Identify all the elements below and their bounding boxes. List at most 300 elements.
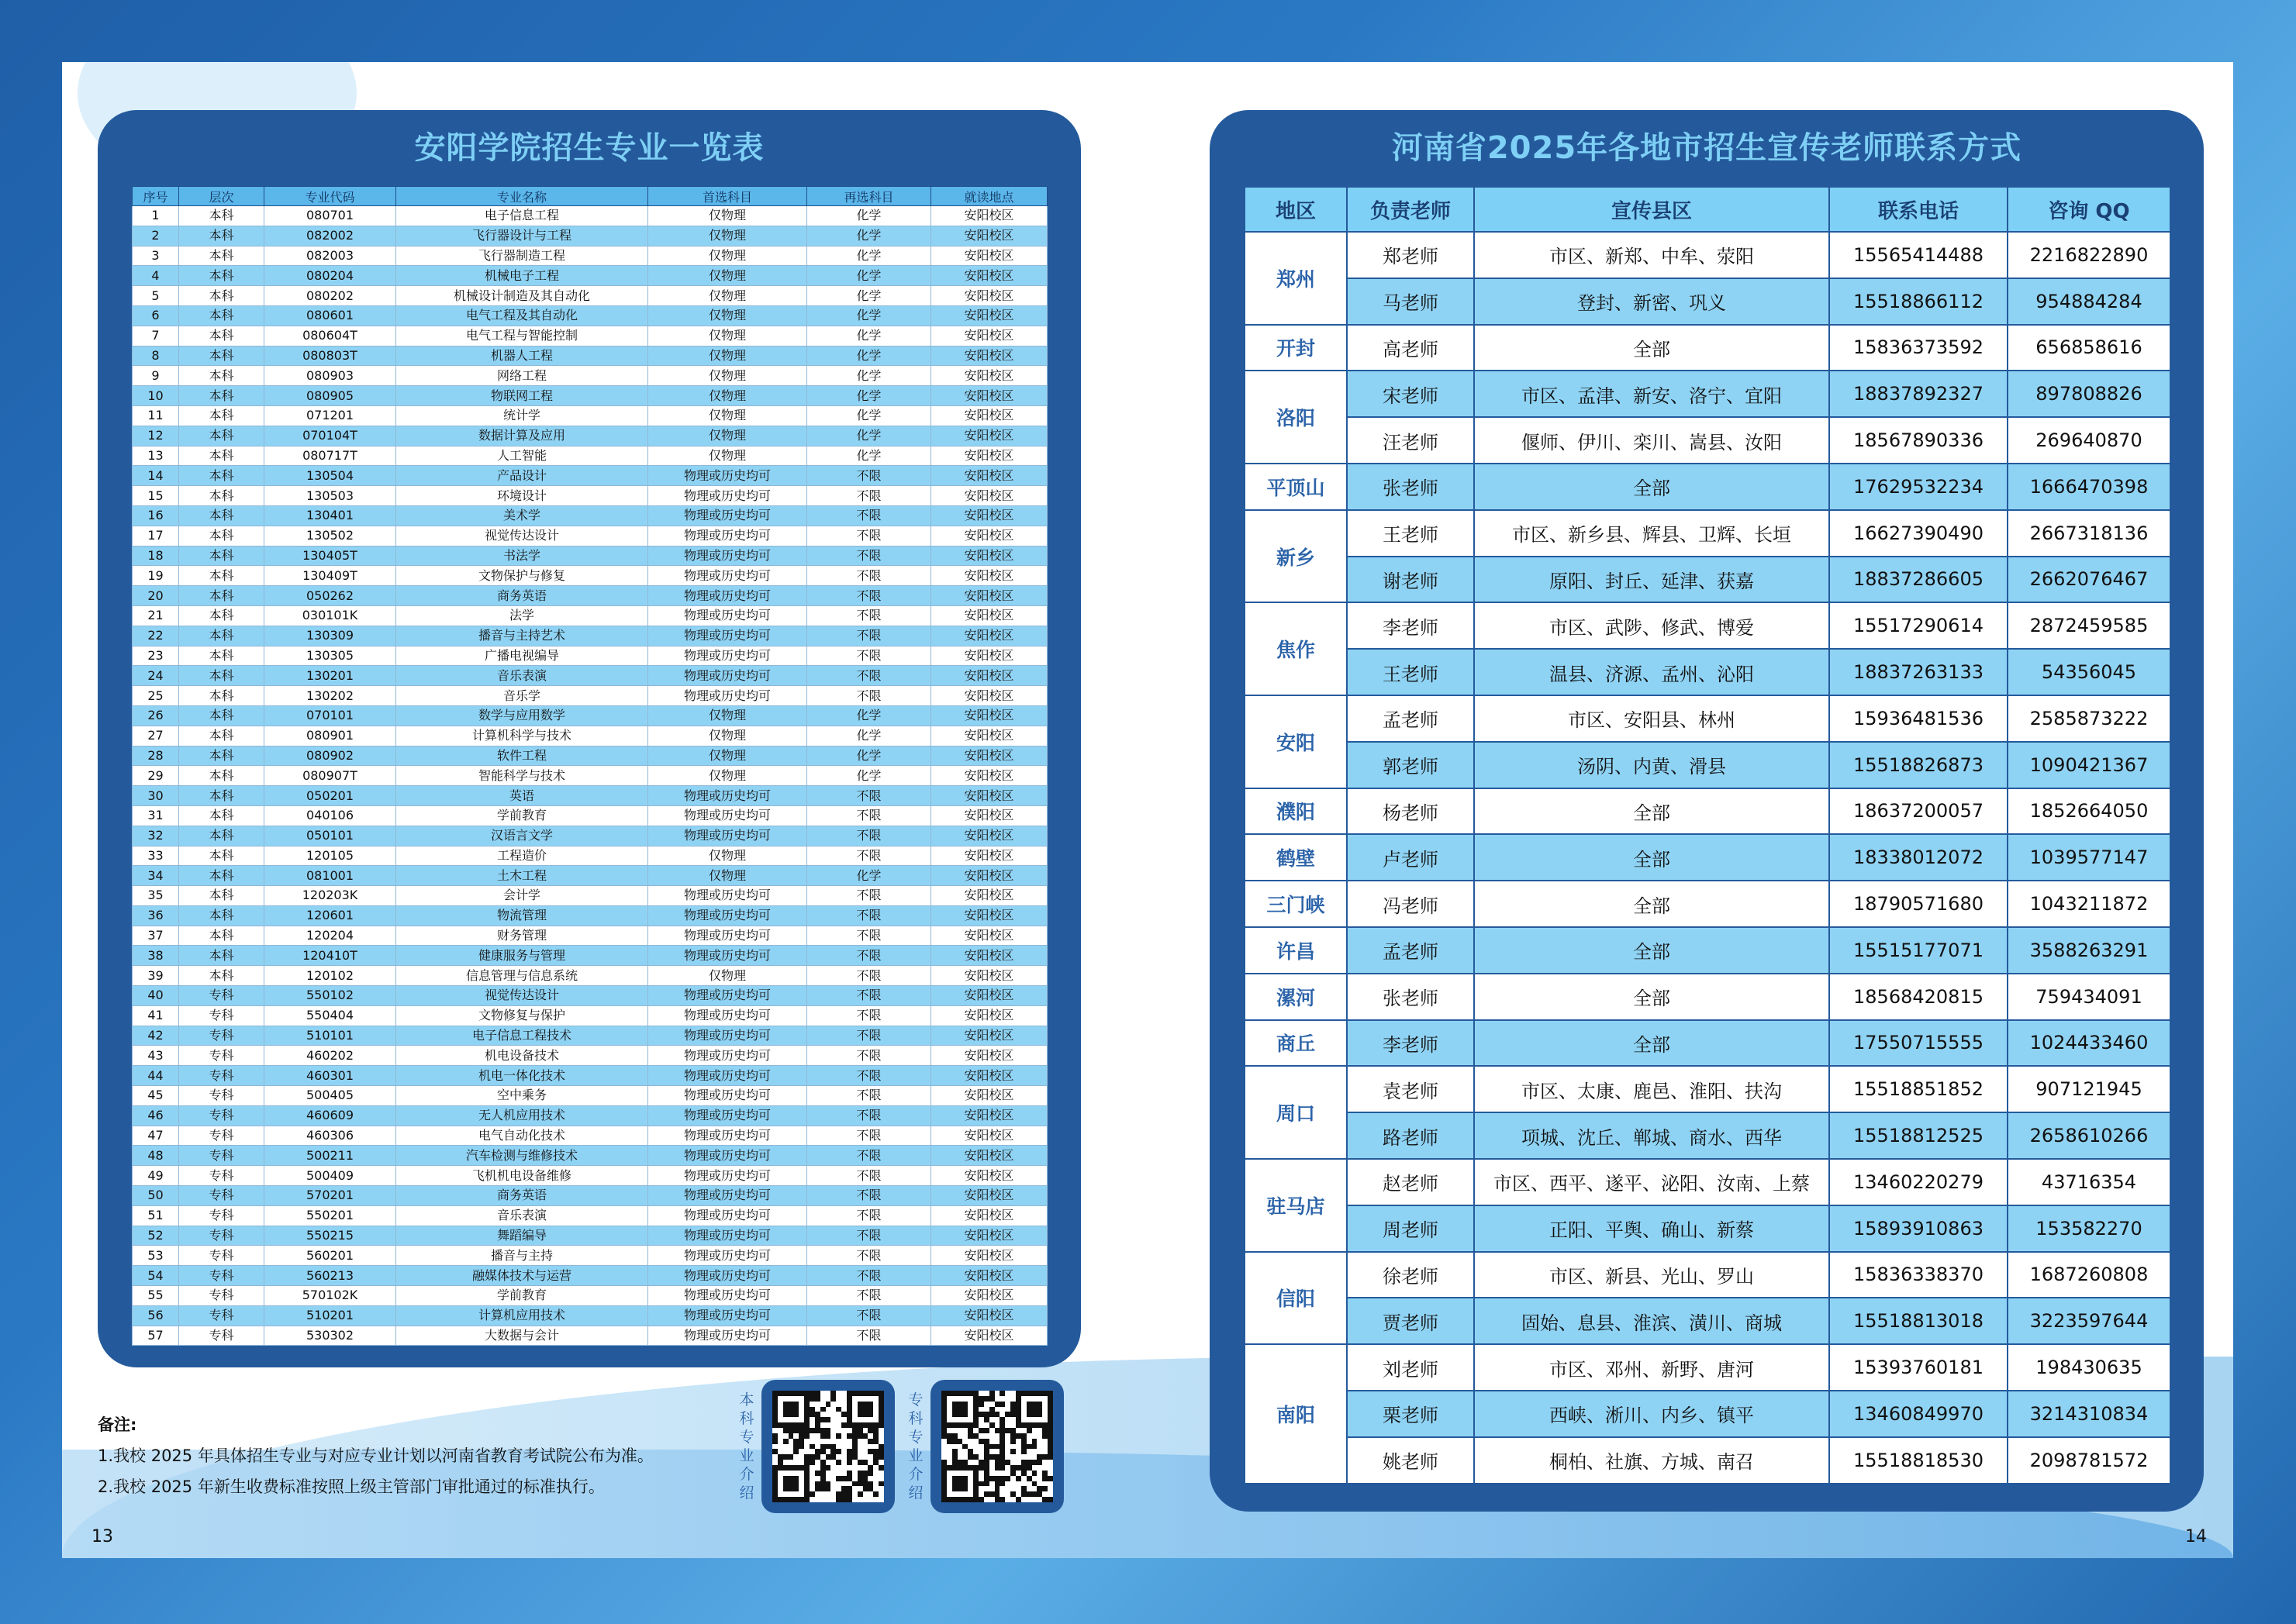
table-row	[133, 586, 1048, 606]
table-cell: 物理或历史均可	[648, 926, 807, 946]
table-cell: 37	[133, 926, 179, 946]
majors-header-cell: 再选科目	[807, 187, 931, 206]
table-row	[133, 1105, 1048, 1126]
qr-undergrad-label: 本科专业介绍	[739, 1391, 754, 1502]
table-cell: 文物保护与修复	[396, 566, 648, 586]
phone-cell: 15936481536	[1829, 695, 2008, 742]
table-cell: 27	[133, 726, 179, 746]
qq-cell: 3214310834	[2008, 1391, 2170, 1437]
qq-cell: 153582270	[2008, 1205, 2170, 1252]
table-cell: 不限	[807, 586, 931, 606]
contacts-table	[1244, 186, 2171, 1484]
phone-cell: 15518866112	[1829, 278, 2008, 325]
table-cell: 040106	[264, 805, 396, 826]
table-cell: 36	[133, 905, 179, 926]
table-cell: 570201	[264, 1186, 396, 1206]
table-cell: 工程造价	[396, 846, 648, 866]
table-cell: 高老师	[1347, 325, 1474, 371]
table-cell: 082003	[264, 246, 396, 266]
table-cell: 47	[133, 1126, 179, 1146]
table-row	[133, 305, 1048, 326]
table-cell: 安阳校区	[931, 1105, 1048, 1126]
table-cell: 化学	[807, 766, 931, 786]
table-cell: 安阳校区	[931, 246, 1048, 266]
table-cell: 化学	[807, 305, 931, 326]
table-row	[1245, 695, 2170, 742]
table-cell: 不限	[807, 946, 931, 966]
table-cell: 软件工程	[396, 746, 648, 766]
table-cell: 本科	[179, 966, 264, 986]
majors-body	[133, 206, 1048, 1346]
table-cell: 仅物理	[648, 766, 807, 786]
table-row	[133, 505, 1048, 526]
table-cell: 53	[133, 1246, 179, 1266]
table-cell: 本科	[179, 805, 264, 826]
table-cell: 姚老师	[1347, 1437, 1474, 1484]
table-cell: 统计学	[396, 405, 648, 426]
table-row	[133, 546, 1048, 566]
table-cell: 汤阴、内黄、滑县	[1474, 742, 1829, 788]
table-cell: 物理或历史均可	[648, 466, 807, 486]
table-cell: 安阳校区	[931, 286, 1048, 306]
table-cell: 安阳校区	[931, 786, 1048, 806]
region-cell: 平顶山	[1245, 464, 1347, 510]
table-cell: 专科	[179, 1226, 264, 1246]
table-cell: 安阳校区	[931, 586, 1048, 606]
table-row	[1245, 510, 2170, 557]
majors-header-cell: 专业代码	[264, 187, 396, 206]
table-row	[1245, 1437, 2170, 1484]
table-cell: 物理或历史均可	[648, 826, 807, 846]
table-cell: 物理或历史均可	[648, 946, 807, 966]
table-cell: 不限	[807, 566, 931, 586]
qq-cell: 43716354	[2008, 1159, 2170, 1205]
table-cell: 500211	[264, 1146, 396, 1166]
table-cell: 王老师	[1347, 649, 1474, 695]
table-cell: 仅物理	[648, 846, 807, 866]
table-cell: 专科	[179, 1086, 264, 1106]
table-cell: 化学	[807, 446, 931, 466]
table-cell: 安阳校区	[931, 446, 1048, 466]
table-cell: 56	[133, 1305, 179, 1326]
table-cell: 汪老师	[1347, 417, 1474, 464]
table-cell: 50	[133, 1186, 179, 1206]
table-cell: 专科	[179, 1166, 264, 1186]
table-cell: 本科	[179, 905, 264, 926]
table-cell: 不限	[807, 1086, 931, 1106]
table-cell: 栗老师	[1347, 1391, 1474, 1437]
table-cell: 550404	[264, 1005, 396, 1026]
region-cell: 洛阳	[1245, 371, 1347, 464]
table-cell: 安阳校区	[931, 1005, 1048, 1026]
table-cell: 35	[133, 886, 179, 906]
table-cell: 070104T	[264, 426, 396, 446]
table-cell: 仅物理	[648, 226, 807, 246]
region-cell: 新乡	[1245, 510, 1347, 603]
table-cell: 120102	[264, 966, 396, 986]
table-cell: 市区、孟津、新安、洛宁、宜阳	[1474, 371, 1829, 417]
phone-cell: 18338012072	[1829, 834, 2008, 881]
table-row	[133, 246, 1048, 266]
qr-code-icon	[941, 1391, 1053, 1502]
table-cell: 080601	[264, 305, 396, 326]
table-row	[1245, 1066, 2170, 1112]
table-cell: 物理或历史均可	[648, 1105, 807, 1126]
table-cell: 本科	[179, 266, 264, 286]
phone-cell: 13460220279	[1829, 1159, 2008, 1205]
table-cell: 120204	[264, 926, 396, 946]
qq-cell: 954884284	[2008, 278, 2170, 325]
table-row	[133, 206, 1048, 226]
table-cell: 本科	[179, 786, 264, 806]
page-number-right: 14	[2185, 1527, 2207, 1546]
table-row	[133, 1046, 1048, 1066]
table-cell: 物理或历史均可	[648, 646, 807, 666]
table-row	[1245, 417, 2170, 464]
table-cell: 080905	[264, 386, 396, 406]
table-cell: 孟老师	[1347, 927, 1474, 974]
table-cell: 物理或历史均可	[648, 986, 807, 1006]
table-cell: 不限	[807, 1266, 931, 1286]
table-cell: 19	[133, 566, 179, 586]
table-cell: 120105	[264, 846, 396, 866]
qq-cell: 759434091	[2008, 974, 2170, 1020]
table-cell: 会计学	[396, 886, 648, 906]
region-cell: 濮阳	[1245, 788, 1347, 835]
table-cell: 仅物理	[648, 405, 807, 426]
table-row	[133, 966, 1048, 986]
table-cell: 信息管理与信息系统	[396, 966, 648, 986]
table-cell: 不限	[807, 966, 931, 986]
table-cell: 安阳校区	[931, 866, 1048, 886]
table-cell: 42	[133, 1026, 179, 1046]
table-cell: 安阳校区	[931, 405, 1048, 426]
table-cell: 21	[133, 605, 179, 626]
table-cell: 080803T	[264, 346, 396, 366]
table-row	[1245, 1112, 2170, 1159]
qq-cell: 897808826	[2008, 371, 2170, 417]
table-cell: 安阳校区	[931, 766, 1048, 786]
qq-cell: 2667318136	[2008, 510, 2170, 557]
table-cell: 袁老师	[1347, 1066, 1474, 1112]
table-cell: 本科	[179, 546, 264, 566]
note-line-1: 1.我校 2025 年具体招生专业与对应专业计划以河南省教育考试院公布为准。	[98, 1446, 654, 1465]
table-cell: 西峡、淅川、内乡、镇平	[1474, 1391, 1829, 1437]
table-cell: 不限	[807, 886, 931, 906]
table-row	[133, 346, 1048, 366]
table-cell: 3	[133, 246, 179, 266]
table-cell: 原阳、封丘、延津、获嘉	[1474, 557, 1829, 603]
table-cell: 杨老师	[1347, 788, 1474, 835]
phone-cell: 18837286605	[1829, 557, 2008, 603]
table-cell: 徐老师	[1347, 1252, 1474, 1298]
table-row	[133, 905, 1048, 926]
table-cell: 仅物理	[648, 966, 807, 986]
table-row	[133, 1186, 1048, 1206]
table-row	[133, 405, 1048, 426]
table-cell: 550201	[264, 1205, 396, 1226]
majors-table	[132, 186, 1048, 1346]
table-row	[133, 1005, 1048, 1026]
table-cell: 560213	[264, 1266, 396, 1286]
table-cell: 全部	[1474, 325, 1829, 371]
region-cell: 开封	[1245, 325, 1347, 371]
table-cell: 学前教育	[396, 1286, 648, 1306]
table-cell: 13	[133, 446, 179, 466]
table-cell: 仅物理	[648, 726, 807, 746]
table-cell: 20	[133, 586, 179, 606]
table-row	[133, 1066, 1048, 1086]
table-cell: 物理或历史均可	[648, 605, 807, 626]
table-cell: 郑老师	[1347, 232, 1474, 278]
contacts-header-row	[1245, 187, 2170, 232]
table-cell: 本科	[179, 626, 264, 646]
table-cell: 不限	[807, 1066, 931, 1086]
table-cell: 本科	[179, 206, 264, 226]
table-cell: 安阳校区	[931, 966, 1048, 986]
table-cell: 本科	[179, 305, 264, 326]
qq-cell: 907121945	[2008, 1066, 2170, 1112]
table-cell: 安阳校区	[931, 726, 1048, 746]
table-cell: 安阳校区	[931, 1066, 1048, 1086]
table-cell: 冯老师	[1347, 881, 1474, 927]
qr-undergrad[interactable]	[737, 1380, 895, 1513]
table-cell: 专科	[179, 1305, 264, 1326]
table-cell: 安阳校区	[931, 1305, 1048, 1326]
phone-cell: 15518826873	[1829, 742, 2008, 788]
phone-cell: 17629532234	[1829, 464, 2008, 510]
table-cell: 本科	[179, 586, 264, 606]
table-cell: 物理或历史均可	[648, 1126, 807, 1146]
region-cell: 郑州	[1245, 232, 1347, 325]
majors-header-cell: 专业名称	[396, 187, 648, 206]
table-cell: 不限	[807, 1105, 931, 1126]
majors-header-cell: 序号	[133, 187, 179, 206]
table-row	[133, 526, 1048, 546]
table-cell: 视觉传达设计	[396, 526, 648, 546]
table-cell: 物理或历史均可	[648, 1026, 807, 1046]
table-cell: 仅物理	[648, 426, 807, 446]
qr-college-label: 专科专业介绍	[908, 1391, 924, 1502]
phone-cell: 18567890336	[1829, 417, 2008, 464]
table-cell: 本科	[179, 826, 264, 846]
table-cell: 仅物理	[648, 746, 807, 766]
table-cell: 电气自动化技术	[396, 1126, 648, 1146]
table-cell: 550102	[264, 986, 396, 1006]
table-cell: 市区、武陟、修武、博爱	[1474, 602, 1829, 649]
qq-cell: 1039577147	[2008, 834, 2170, 881]
table-cell: 物理或历史均可	[648, 1066, 807, 1086]
table-row	[1245, 1020, 2170, 1067]
table-cell: 项城、沈丘、郸城、商水、西华	[1474, 1112, 1829, 1159]
table-cell: 仅物理	[648, 366, 807, 386]
table-cell: 41	[133, 1005, 179, 1026]
table-cell: 专科	[179, 1005, 264, 1026]
table-cell: 530302	[264, 1326, 396, 1346]
region-cell: 驻马店	[1245, 1159, 1347, 1252]
contacts-header-cell: 咨询 QQ	[2008, 187, 2170, 232]
table-cell: 安阳校区	[931, 905, 1048, 926]
table-cell: 张老师	[1347, 974, 1474, 1020]
table-cell: 不限	[807, 1166, 931, 1186]
table-cell: 安阳校区	[931, 426, 1048, 446]
table-cell: 电气工程与智能控制	[396, 326, 648, 346]
table-cell: 安阳校区	[931, 805, 1048, 826]
phone-cell: 18790571680	[1829, 881, 2008, 927]
table-row	[133, 426, 1048, 446]
table-cell: 播音与主持艺术	[396, 626, 648, 646]
table-row	[1245, 602, 2170, 649]
qq-cell: 2872459585	[2008, 602, 2170, 649]
table-cell: 专科	[179, 1205, 264, 1226]
table-cell: 510201	[264, 1305, 396, 1326]
table-cell: 安阳校区	[931, 626, 1048, 646]
majors-header-cell: 首选科目	[648, 187, 807, 206]
table-cell: 本科	[179, 866, 264, 886]
table-cell: 安阳校区	[931, 1326, 1048, 1346]
table-cell: 市区、安阳县、林州	[1474, 695, 1829, 742]
table-cell: 不限	[807, 1286, 931, 1306]
table-cell: 化学	[807, 286, 931, 306]
table-row	[133, 1326, 1048, 1346]
table-row	[133, 926, 1048, 946]
qq-cell: 269640870	[2008, 417, 2170, 464]
table-cell: 化学	[807, 326, 931, 346]
table-row	[133, 886, 1048, 906]
table-cell: 不限	[807, 805, 931, 826]
table-cell: 专科	[179, 1105, 264, 1126]
table-cell: 130202	[264, 686, 396, 706]
table-row	[133, 866, 1048, 886]
phone-cell: 15518813018	[1829, 1298, 2008, 1344]
table-cell: 谢老师	[1347, 557, 1474, 603]
table-cell: 化学	[807, 746, 931, 766]
table-cell: 12	[133, 426, 179, 446]
table-cell: 专科	[179, 1266, 264, 1286]
table-cell: 安阳校区	[931, 946, 1048, 966]
table-cell: 080903	[264, 366, 396, 386]
table-cell: 安阳校区	[931, 986, 1048, 1006]
table-cell: 071201	[264, 405, 396, 426]
qr-college[interactable]	[906, 1380, 1064, 1513]
table-row	[1245, 1391, 2170, 1437]
qq-cell: 1852664050	[2008, 788, 2170, 835]
table-cell: 物理或历史均可	[648, 1005, 807, 1026]
table-cell: 不限	[807, 846, 931, 866]
table-cell: 120410T	[264, 946, 396, 966]
table-cell: 130201	[264, 666, 396, 686]
qr-undergrad-frame	[761, 1380, 895, 1513]
table-cell: 安阳校区	[931, 1166, 1048, 1186]
table-cell: 物理或历史均可	[648, 1166, 807, 1186]
table-row	[133, 446, 1048, 466]
table-cell: 机电一体化技术	[396, 1066, 648, 1086]
table-cell: 本科	[179, 505, 264, 526]
table-row	[1245, 464, 2170, 510]
table-cell: 本科	[179, 726, 264, 746]
table-cell: 物流管理	[396, 905, 648, 926]
table-row	[133, 726, 1048, 746]
table-row	[133, 1286, 1048, 1306]
table-cell: 30	[133, 786, 179, 806]
table-cell: 计算机科学与技术	[396, 726, 648, 746]
qq-cell: 54356045	[2008, 649, 2170, 695]
table-cell: 物理或历史均可	[648, 886, 807, 906]
table-row	[1245, 742, 2170, 788]
table-cell: 48	[133, 1146, 179, 1166]
table-cell: 赵老师	[1347, 1159, 1474, 1205]
region-cell: 商丘	[1245, 1020, 1347, 1067]
table-cell: 智能科学与技术	[396, 766, 648, 786]
table-cell: 专科	[179, 1026, 264, 1046]
table-cell: 化学	[807, 366, 931, 386]
majors-header-row	[133, 187, 1048, 206]
table-cell: 财务管理	[396, 926, 648, 946]
qq-cell: 1024433460	[2008, 1020, 2170, 1067]
table-cell: 物理或历史均可	[648, 1086, 807, 1106]
table-cell: 40	[133, 986, 179, 1006]
table-cell: 仅物理	[648, 305, 807, 326]
table-cell: 专科	[179, 986, 264, 1006]
table-cell: 080717T	[264, 446, 396, 466]
contacts-header-cell: 地区	[1245, 187, 1347, 232]
table-cell: 24	[133, 666, 179, 686]
table-cell: 080902	[264, 746, 396, 766]
table-row	[1245, 881, 2170, 927]
table-cell: 26	[133, 705, 179, 726]
table-cell: 物理或历史均可	[648, 526, 807, 546]
table-cell: 偃师、伊川、栾川、嵩县、汝阳	[1474, 417, 1829, 464]
table-cell: 460609	[264, 1105, 396, 1126]
table-cell: 本科	[179, 646, 264, 666]
table-cell: 安阳校区	[931, 826, 1048, 846]
table-row	[133, 1205, 1048, 1226]
table-cell: 物理或历史均可	[648, 1146, 807, 1166]
table-cell: 化学	[807, 705, 931, 726]
table-cell: 化学	[807, 405, 931, 426]
table-cell: 460306	[264, 1126, 396, 1146]
table-row	[1245, 927, 2170, 974]
table-cell: 安阳校区	[931, 366, 1048, 386]
table-cell: 人工智能	[396, 446, 648, 466]
table-cell: 音乐学	[396, 686, 648, 706]
table-row	[133, 686, 1048, 706]
table-cell: 物理或历史均可	[648, 1266, 807, 1286]
table-row	[1245, 649, 2170, 695]
phone-cell: 18568420815	[1829, 974, 2008, 1020]
majors-header-cell: 就读地点	[931, 187, 1048, 206]
table-cell: 安阳校区	[931, 926, 1048, 946]
table-cell: 音乐表演	[396, 1205, 648, 1226]
table-cell: 081001	[264, 866, 396, 886]
table-cell: 安阳校区	[931, 546, 1048, 566]
table-cell: 化学	[807, 866, 931, 886]
table-cell: 环境设计	[396, 486, 648, 506]
table-cell: 市区、新乡县、辉县、卫辉、长垣	[1474, 510, 1829, 557]
table-cell: 机器人工程	[396, 346, 648, 366]
table-cell: 仅物理	[648, 206, 807, 226]
table-cell: 电子信息工程	[396, 206, 648, 226]
table-cell: 460301	[264, 1066, 396, 1086]
table-cell: 宋老师	[1347, 371, 1474, 417]
table-cell: 39	[133, 966, 179, 986]
table-cell: 仅物理	[648, 286, 807, 306]
table-cell: 本科	[179, 686, 264, 706]
table-cell: 4	[133, 266, 179, 286]
table-cell: 物联网工程	[396, 386, 648, 406]
table-cell: 商务英语	[396, 1186, 648, 1206]
table-cell: 安阳校区	[931, 846, 1048, 866]
